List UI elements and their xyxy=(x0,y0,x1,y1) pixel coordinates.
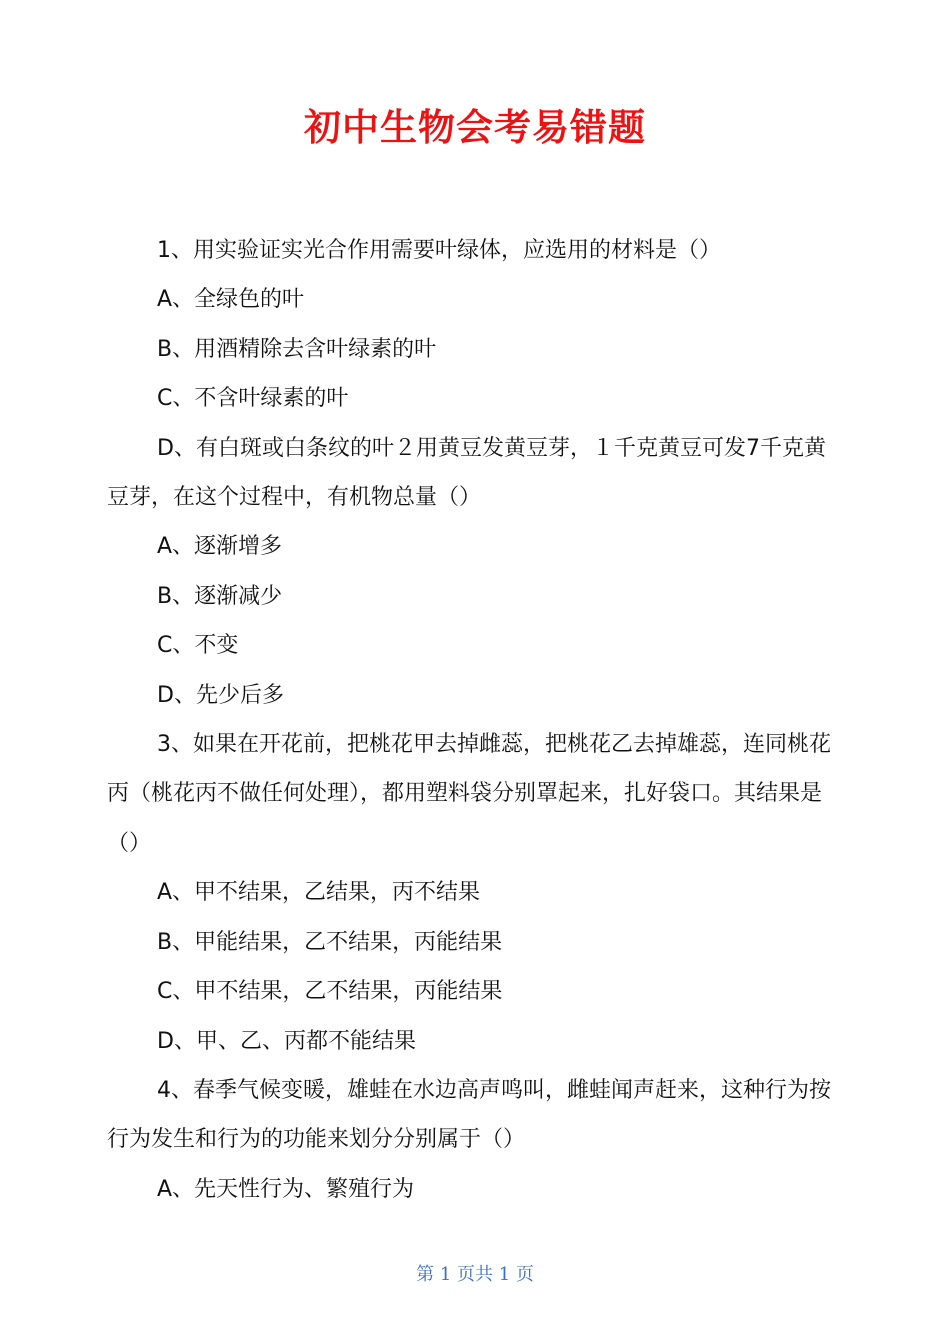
question-1-option-b: B、用酒精除去含叶绿素的叶 xyxy=(157,336,437,362)
question-1-option-d-and-question-2-stem: D、有白斑或白条纹的叶２用黄豆发黄豆芽，１千克黄豆可发7千克黄豆芽，在这个过程中，有机物总量（） xyxy=(107,435,826,511)
question-3-stem: 3、如果在开花前，把桃花甲去掉雌蕊，把桃花乙去掉雄蕊，连同桃花丙（桃花丙不做任何处理），都用塑料袋分别罩起来，扎好袋口。其结果是（） xyxy=(107,732,831,856)
question-2-option-a: A、逐渐增多 xyxy=(157,534,283,560)
question-1-option-a: A、全绿色的叶 xyxy=(157,287,305,313)
document-body xyxy=(107,226,832,1214)
page-footer: 第 1 页共 1 页 xyxy=(416,1264,534,1285)
question-3-option-c: C、甲不结果，乙不结果，丙能结果 xyxy=(157,979,503,1005)
document-title: 初中生物会考易错题 xyxy=(304,106,646,149)
question-1-option-c: C、不含叶绿素的叶 xyxy=(157,386,349,412)
question-3-option-d: D、甲、乙、丙都不能结果 xyxy=(157,1028,416,1054)
question-1-stem: 1、用实验证实光合作用需要叶绿体，应选用的材料是（） xyxy=(157,238,721,263)
question-3-option-b: B、甲能结果，乙不结果，丙能结果 xyxy=(157,929,503,955)
question-2-option-c: C、不变 xyxy=(157,633,239,659)
question-3-option-a: A、甲不结果，乙结果，丙不结果 xyxy=(157,880,481,906)
question-4-option-a: A、先天性行为、繁殖行为 xyxy=(157,1176,415,1202)
question-4-stem: 4、春季气候变暖，雄蛙在水边高声鸣叫，雌蛙闻声赶来，这种行为按行为发生和行为的功能来划分分别属于（） xyxy=(107,1077,831,1153)
question-2-option-d: D、先少后多 xyxy=(157,682,284,708)
question-2-option-b: B、逐渐减少 xyxy=(157,583,283,609)
